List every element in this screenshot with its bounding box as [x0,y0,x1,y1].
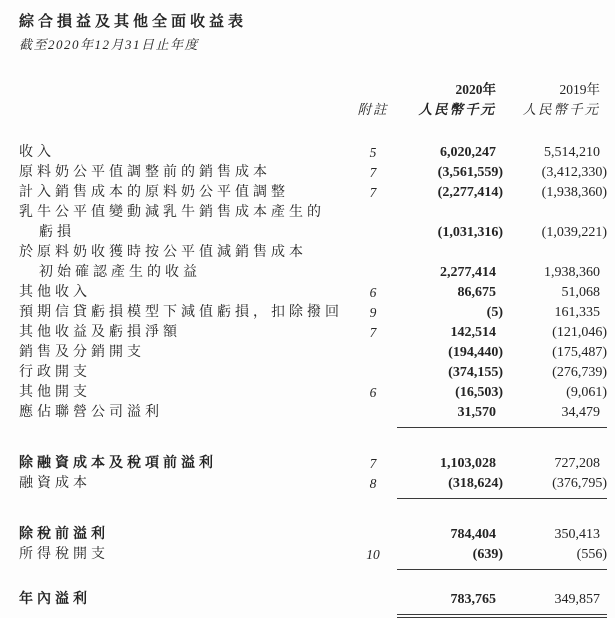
value-2019: 5,514,210 [544,145,600,160]
row-label-line: 初始確認產生的收益 [39,265,201,280]
value-2020: 6,020,247 [440,145,496,160]
row-label [19,203,349,243]
table-row [19,545,607,570]
table-row [19,454,607,474]
row-label-line: 應佔聯營公司溢利 [19,405,163,420]
value-2020: 2,277,414 [440,265,496,280]
row-label [19,343,349,363]
table-row [19,383,607,403]
value-2019: (121,046) [552,325,607,340]
note-reference: 7 [369,165,377,180]
row-label [19,590,349,618]
note-reference: 7 [369,456,377,471]
table-row [19,590,607,618]
value-2020: (16,503) [455,385,503,400]
value-2019: (556) [503,545,607,570]
row-label [19,545,349,570]
statement-period: 截至2020年12月31日止年度 [19,37,200,52]
value-2020: (194,440) [448,345,503,360]
row-label-line: 其他收益及虧損淨額 [19,325,181,340]
value-2019: 34,479 [503,403,607,428]
row-label [19,303,349,323]
value-2020: (2,277,414) [437,185,503,200]
header-unit-row [19,100,607,120]
table-row [19,283,607,303]
value-2020: (3,561,559) [437,165,503,180]
value-2019: 350,413 [554,527,600,542]
row-label-line: 原料奶公平值調整前的銷售成本 [19,165,271,180]
value-2020: (1,031,316) [437,225,503,240]
row-label-line: 行政開支 [19,365,91,380]
column-header-2020: 2020年 [455,82,496,97]
row-label [19,323,349,343]
table-row [19,343,607,363]
note-reference [349,610,397,618]
value-2019: (3,412,330) [541,165,607,180]
row-label [19,363,349,383]
row-label-line: 於原料奶收獲時按公平值減銷售成本 [19,245,307,260]
row-label-line: 虧損 [39,225,75,240]
row-label [19,283,349,303]
note-reference: 8 [369,476,377,491]
value-2019: 727,208 [554,456,600,471]
table-row [19,243,607,283]
table-row [19,183,607,203]
row-label [19,454,349,474]
table-row [19,323,607,343]
row-label-line: 其他收入 [19,285,91,300]
value-2019: 1,938,360 [544,265,600,280]
note-reference: 9 [369,305,377,320]
row-label [19,183,349,203]
row-label [19,143,349,163]
note-reference: 5 [369,145,377,160]
table-row [19,143,607,163]
row-label-line: 融資成本 [19,476,91,491]
table-row [19,303,607,323]
row-label-line: 除融資成本及稅項前溢利 [19,456,217,471]
table-rows [19,143,607,618]
statement-title: 綜合損益及其他全面收益表 [19,14,248,30]
value-2020: 142,514 [450,325,496,340]
value-2019: (1,938,360) [541,185,607,200]
note-reference: 7 [369,185,377,200]
value-2019: (1,039,221) [541,225,607,240]
table-row [19,403,607,428]
table-header [19,80,607,120]
row-label [19,474,349,499]
column-header-note: 附註 [357,102,389,117]
value-2019: (276,739) [552,365,607,380]
note-reference: 7 [369,325,377,340]
table-row [19,363,607,383]
value-2019: 51,068 [561,285,600,300]
row-label-line: 乳牛公平值變動減乳牛銷售成本產生的 [19,205,325,220]
value-2020: 1,103,028 [440,456,496,471]
note-reference: 6 [369,385,377,400]
value-2020: 31,570 [397,403,503,428]
row-label-line: 計入銷售成本的原料奶公平值調整 [19,185,289,200]
value-2019: (175,487) [552,345,607,360]
row-label [19,163,349,183]
row-label [19,243,349,283]
value-2019: 349,857 [503,590,607,618]
value-2019: (9,061) [566,385,607,400]
value-2020: (374,155) [448,365,503,380]
header-year-row [19,80,607,100]
note-reference: 10 [366,547,380,562]
table-row [19,474,607,499]
row-label [19,525,349,545]
row-label-line: 所得稅開支 [19,547,109,562]
table-row [19,163,607,183]
column-header-2019: 2019年 [559,82,600,97]
row-label-line: 其他開支 [19,385,91,400]
value-2020: 784,404 [450,527,496,542]
note-reference: 6 [369,285,377,300]
value-2020: (318,624) [397,474,503,499]
value-2020: (639) [397,545,503,570]
row-label-line: 預期信貸虧損模型下減值虧損，扣除撥回 [19,305,343,320]
value-2019: 161,335 [554,305,600,320]
value-2020: 86,675 [457,285,496,300]
table-row [19,203,607,243]
column-unit-2020: 人民幣千元 [418,102,496,117]
row-label-line: 年內溢利 [19,592,91,607]
value-2020: 783,765 [397,590,503,618]
value-2020: (5) [486,305,503,320]
row-label-line: 除稅前溢利 [19,527,109,542]
row-label [19,383,349,403]
row-label-line: 銷售及分銷開支 [19,345,145,360]
row-label-line: 收入 [19,145,55,160]
table-row [19,525,607,545]
value-2019: (376,795) [503,474,607,499]
note-reference [349,423,397,428]
row-label [19,403,349,428]
column-unit-2019: 人民幣千元 [522,102,600,117]
